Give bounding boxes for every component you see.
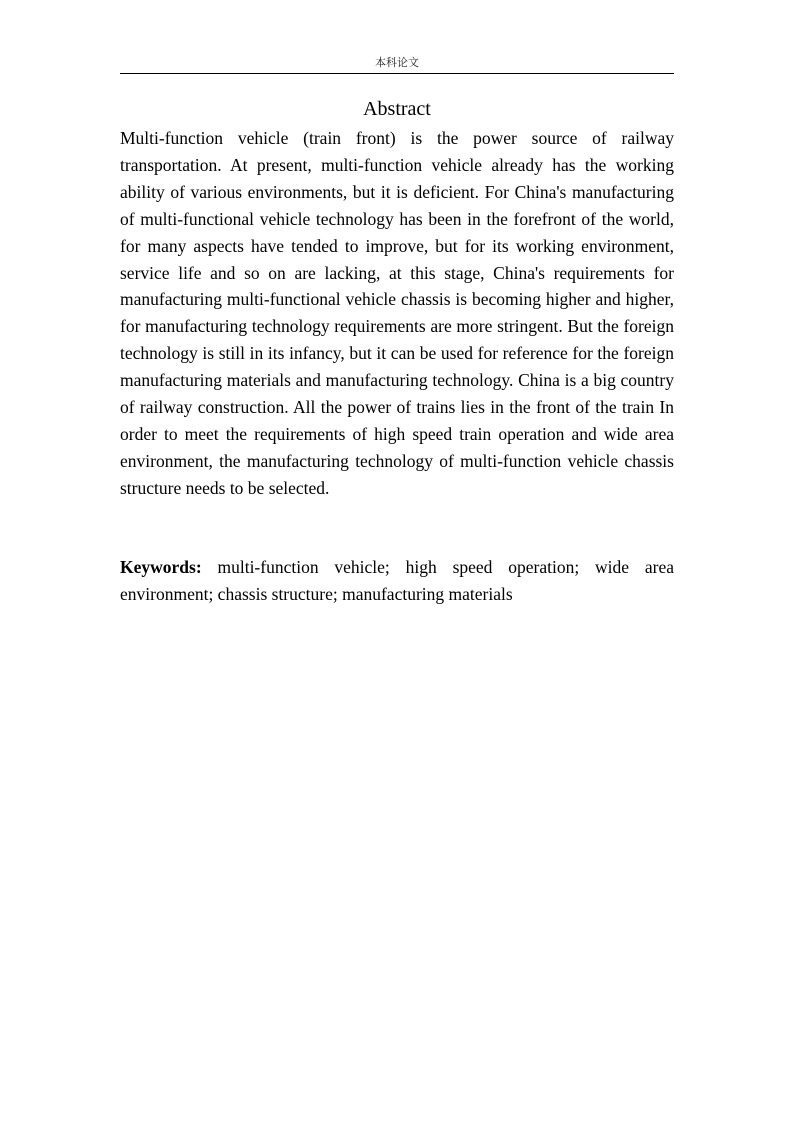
abstract-body: Multi-function vehicle (train front) is the power source of railway transportation. At present, multi-function vehicle already has the working ability of various environments, but it is deficient. For China's manufacturing of multi-functional vehicle technology has been in the forefront of the world, for many aspects have tended to improve, but for its working environment, service life and so on are lacking, at this stage, China's requirements for manufacturing multi-functional vehicle chassis is becoming higher and higher, for manufacturing technology requirements are more stringent. But the foreign technology is still in its infancy, but it can be used for reference for the foreign manufacturing materials and manufacturing technology. China is a big country of railway construction. All the power of trains lies in the front of the train In order to meet the requirements of high speed train operation and wide area environment, the manufacturing technology of multi-function vehicle chassis structure needs to be selected. xyxy=(120,128,674,498)
keywords-text: multi-function vehicle; high speed operation; wide area environment; chassis structure; manufacturing materials xyxy=(120,557,674,604)
keywords-label: Keywords: xyxy=(120,557,202,577)
header-rule xyxy=(120,73,674,74)
running-header: 本科论文 xyxy=(375,56,419,69)
abstract-title: Abstract xyxy=(363,98,431,120)
keywords-paragraph xyxy=(120,554,674,608)
